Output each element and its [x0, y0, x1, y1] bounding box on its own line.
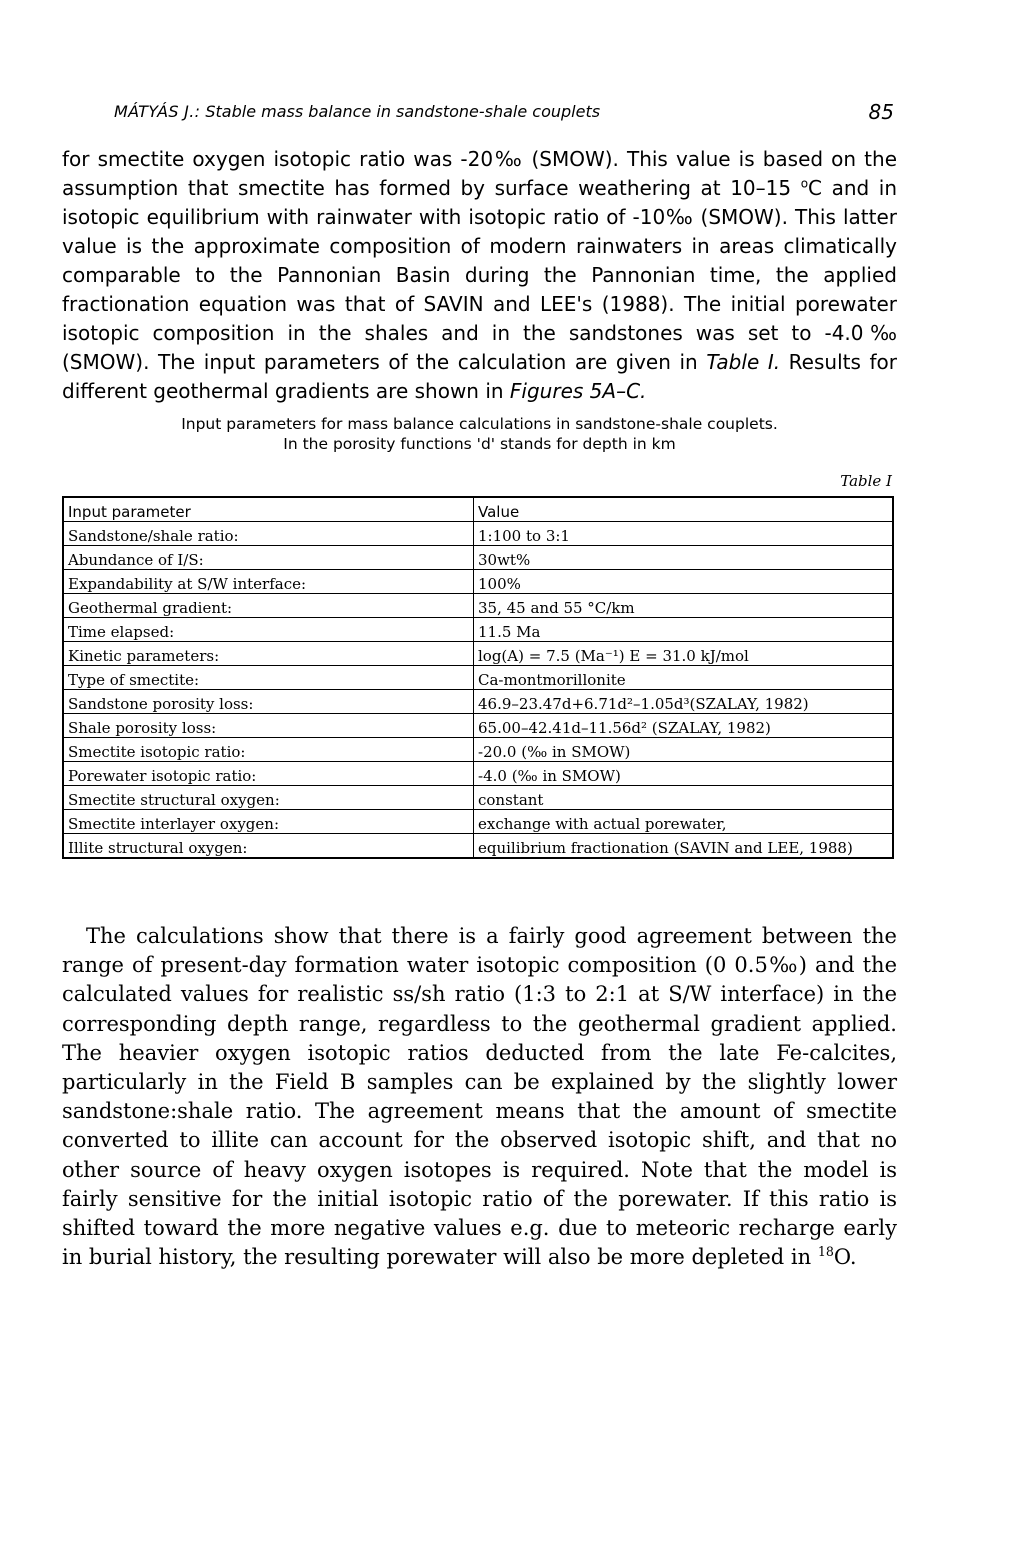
parameter-value-cell: exchange with actual porewater,	[474, 810, 894, 834]
author-savin: SAVIN	[423, 292, 484, 316]
parameter-name-cell: Sandstone porosity loss:	[63, 690, 474, 714]
parameter-value-cell: 46.9–23.47d+6.71d²–1.05d³(SZALAY, 1982)	[474, 690, 894, 714]
parameter-name-cell: Illite structural oxygen:	[63, 834, 474, 859]
input-parameters-table	[62, 496, 894, 859]
parameter-name-cell: Smectite interlayer oxygen:	[63, 810, 474, 834]
parameter-name-cell: Geothermal gradient:	[63, 594, 474, 618]
parameter-name-cell: Smectite isotopic ratio:	[63, 738, 474, 762]
parameter-value-cell: 30wt%	[474, 546, 894, 570]
table-row	[63, 546, 893, 570]
parameter-value-cell: 35, 45 and 55 °C/km	[474, 594, 894, 618]
para1-text-2: C and in isotopic equilibrium with rainwater with isotopic ratio of -10‰ (SMOW). This latter value is the approximate composition of modern rainwaters in areas climatically comparable to the Pannonian Basin during the Pannonian time, the applied fractionation equation was that of	[62, 176, 898, 316]
parameter-value-cell: -20.0 (‰ in SMOW)	[474, 738, 894, 762]
page-number: 85	[868, 100, 894, 124]
header-input-parameter: Input parameter	[63, 497, 474, 522]
table-row	[63, 786, 893, 810]
para1-text-1: for smectite oxygen isotopic ratio was -20‰ (SMOW). This value is based on the assumption that smectite has formed by surface weathering at 10–15	[62, 147, 897, 200]
running-author: MÁTYÁS J.:	[114, 102, 201, 121]
table-row	[63, 834, 893, 859]
parameter-name-cell: Time elapsed:	[63, 618, 474, 642]
table-header-row	[63, 497, 893, 522]
para1-text-3: 's (1988). The initial porewater isotopic composition in the shales and in the sandstones was set to -4.0‰ (SMOW). The input parameters of the calculation are given in	[62, 292, 897, 374]
parameter-value-cell: 100%	[474, 570, 894, 594]
header-value: Value	[474, 497, 894, 522]
table-row	[63, 762, 893, 786]
parameter-name-cell: Type of smectite:	[63, 666, 474, 690]
parameter-value-cell: equilibrium fractionation (SAVIN and LEE, 1988)	[474, 834, 894, 859]
caption-line-2: In the porosity functions 'd' stands for depth in km	[283, 435, 676, 453]
isotope-superscript: 18	[817, 1244, 834, 1260]
parameter-name-cell: Shale porosity loss:	[63, 714, 474, 738]
body-paragraph-2	[62, 922, 897, 1272]
table-row	[63, 690, 893, 714]
table-row	[63, 570, 893, 594]
table-body	[63, 497, 893, 858]
parameter-value-cell: 1:100 to 3:1	[474, 522, 894, 546]
table-row	[63, 666, 893, 690]
parameter-value-cell: constant	[474, 786, 894, 810]
parameter-value-cell: 65.00–42.41d–11.56d² (SZALAY, 1982)	[474, 714, 894, 738]
table-row	[63, 714, 893, 738]
parameter-value-cell: log(A) = 7.5 (Ma⁻¹) E = 31.0 kJ/mol	[474, 642, 894, 666]
table-row	[63, 738, 893, 762]
running-header	[114, 100, 894, 130]
table-row	[63, 810, 893, 834]
author-lee: LEE	[539, 292, 577, 316]
table-row	[63, 522, 893, 546]
table-reference: Table I.	[706, 350, 781, 374]
table-label: Table I	[840, 472, 892, 490]
parameter-value-cell: 11.5 Ma	[474, 618, 894, 642]
figure-reference: Figures 5A–C.	[509, 379, 647, 403]
parameter-value-cell: Ca-montmorillonite	[474, 666, 894, 690]
table-caption	[62, 414, 897, 454]
degree-sign: o	[800, 176, 809, 191]
table-row	[63, 594, 893, 618]
running-head	[114, 102, 600, 121]
table-row	[63, 642, 893, 666]
parameter-name-cell: Kinetic parameters:	[63, 642, 474, 666]
parameter-name-cell: Sandstone/shale ratio:	[63, 522, 474, 546]
para2-text: The calculations show that there is a fairly good agreement between the range of present-day formation water isotopic composition (0 0.5‰) and the calculated values for realistic ss/sh ratio (1:3 to 2:1 at S/W interface) in the corresponding depth range, regardless to the geothermal gradient applied. The heavier oxygen isotopic ratios deducted from the late Fe-calcites, particularly in the Field B samples can be explained by the slightly lower sandstone:shale ratio. The agreement means that the amount of smectite converted to illite can account for the observed isotopic shift, and that no other source of heavy oxygen isotopes is required. Note that the model is fairly sensitive for the initial isotopic ratio of the porewater. If this ratio is shifted toward the more negative values e.g. due to meteoric recharge early in burial history, the resulting porewater will also be more depleted in	[62, 924, 897, 1270]
body-paragraph-1	[62, 145, 897, 406]
parameter-value-cell: -4.0 (‰ in SMOW)	[474, 762, 894, 786]
running-title: Stable mass balance in sandstone-shale couplets	[205, 102, 601, 121]
parameter-name-cell: Smectite structural oxygen:	[63, 786, 474, 810]
parameter-name-cell: Expandability at S/W interface:	[63, 570, 474, 594]
table-row	[63, 618, 893, 642]
parameter-name-cell: Porewater isotopic ratio:	[63, 762, 474, 786]
para1-text-4: Results for different geothermal gradients are shown in	[62, 350, 897, 403]
para1-and: and	[483, 292, 540, 316]
isotope-symbol: O.	[833, 1245, 857, 1270]
caption-line-1: Input parameters for mass balance calculations in sandstone-shale couplets.	[181, 415, 778, 433]
parameter-name-cell: Abundance of I/S:	[63, 546, 474, 570]
